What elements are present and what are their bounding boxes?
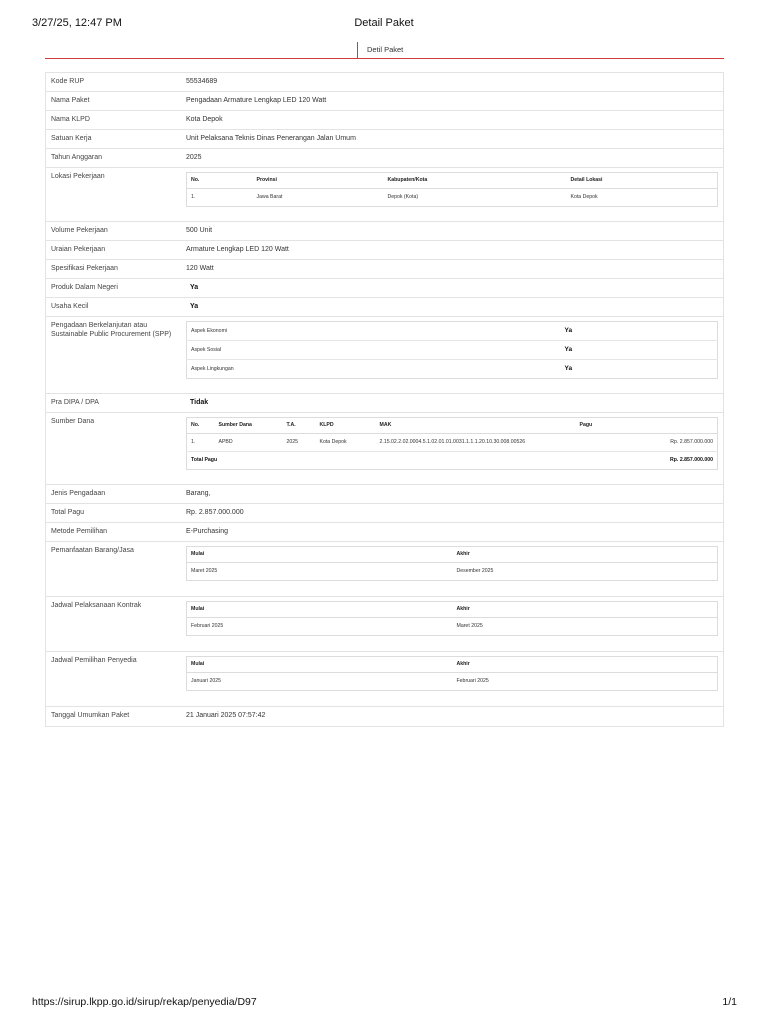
lokasi-provinsi: Jawa Barat [256, 194, 283, 201]
row-nama-klpd [46, 111, 723, 130]
usaha-kecil-value: Ya [190, 303, 199, 310]
row-total-pagu [46, 504, 723, 523]
spesifikasi-label: Spesifikasi Pekerjaan [51, 265, 118, 272]
table-row [187, 618, 718, 636]
spp-label: Pengadaan Berkelanjutan atau Sustainable Public Procurement (SPP) [51, 322, 172, 338]
jadwal-pemilihan-header-row [187, 657, 718, 673]
pemanfaatan-mulai: Maret 2025 [191, 568, 218, 575]
sumber-dana-mak: 2.15.02.2.02.0004.5.1.02.01.01.0031.1.1.1.20.10.30.008.00526 [376, 434, 576, 452]
tab-detil-paket[interactable]: Detil Paket [357, 42, 403, 59]
sumber-dana-col-no: No. [187, 418, 215, 434]
lokasi-col-kabupaten: Kabupaten/Kota [384, 173, 567, 189]
spp-value-cell: Ya [561, 341, 718, 360]
sumber-dana-col-klpd: KLPD [316, 418, 376, 434]
spp-aspek: Aspek Lingkungan [191, 365, 234, 372]
sumber-dana-col-pagu: Pagu [576, 418, 718, 434]
table-row [187, 322, 718, 341]
tahun-anggaran-label: Tahun Anggaran [51, 154, 102, 161]
kode-rup-value: 55534689 [186, 78, 218, 85]
metode-pemilihan-value: E-Purchasing [186, 528, 229, 535]
row-jadwal-kontrak [46, 597, 723, 652]
nama-klpd-value: Kota Depok [186, 116, 223, 123]
sumber-dana-value [181, 413, 723, 484]
jadwal-kontrak-mulai: Februari 2025 [191, 623, 224, 630]
row-nama-paket [46, 92, 723, 111]
sumber-dana-ta: 2025 [283, 434, 316, 452]
sumber-dana-total-label: Total Pagu [191, 457, 218, 464]
pemanfaatan-akhir: Desember 2025 [456, 568, 494, 575]
lokasi-header-row [187, 173, 718, 189]
lokasi-detail: Kota Depok [570, 194, 598, 201]
pemanfaatan-label: Pemanfaatan Barang/Jasa [51, 547, 134, 554]
volume-value: 500 Unit [186, 227, 213, 234]
satuan-kerja-label: Satuan Kerja [51, 135, 92, 142]
table-row [187, 563, 718, 581]
jadwal-pemilihan-col-mulai: Mulai [187, 657, 453, 673]
jadwal-kontrak-table [186, 601, 718, 636]
nama-paket-label: Nama Paket [51, 97, 90, 104]
nama-klpd-label: Nama KLPD [51, 116, 90, 123]
spp-aspek: Aspek Ekonomi [187, 322, 561, 341]
row-jadwal-pemilihan [46, 652, 723, 707]
total-pagu-value: Rp. 2.857.000.000 [186, 509, 244, 516]
pemanfaatan-table [186, 546, 718, 581]
jadwal-pemilihan-akhir: Februari 2025 [456, 678, 489, 685]
sumber-dana-total-value: Rp. 2.857.000.000 [670, 457, 713, 464]
lokasi-col-no: No. [187, 173, 253, 189]
print-title: Detail Paket [354, 17, 414, 29]
jadwal-kontrak-col-mulai: Mulai [187, 602, 453, 618]
jadwal-kontrak-akhir: Maret 2025 [456, 623, 483, 630]
usaha-kecil-label: Usaha Kecil [51, 303, 89, 310]
lokasi-kabupaten: Depok (Kota) [387, 194, 419, 201]
row-usaha-kecil [46, 298, 723, 317]
jenis-pengadaan-value: Barang, [186, 490, 211, 497]
tanggal-umumkan-label: Tanggal Umumkan Paket [51, 712, 130, 719]
sumber-dana-pagu: Rp. 2.857.000.000 [576, 434, 718, 452]
row-jenis-pengadaan [46, 485, 723, 504]
row-produk-dalam-negeri [46, 279, 723, 298]
jadwal-kontrak-label: Jadwal Pelaksanaan Kontrak [51, 602, 142, 609]
sumber-dana-col-ta: T.A. [283, 418, 316, 434]
sumber-dana-klpd: Kota Depok [316, 434, 376, 452]
pra-dipa-value: Tidak [190, 399, 209, 406]
total-pagu-label: Total Pagu [51, 509, 85, 516]
pemanfaatan-col-akhir: Akhir [453, 547, 718, 563]
spesifikasi-value: 120 Watt [186, 265, 214, 272]
table-row [187, 189, 718, 207]
spp-table [186, 321, 718, 379]
spp-value-cell: Ya [564, 364, 573, 372]
row-pra-dipa [46, 394, 723, 413]
jadwal-kontrak-header-row [187, 602, 718, 618]
sumber-dana-total-row [187, 452, 718, 470]
sumber-dana-label: Sumber Dana [51, 418, 95, 425]
uraian-value: Armature Lengkap LED 120 Watt [186, 246, 289, 253]
spp-aspek: Aspek Sosial [187, 341, 561, 360]
print-url: https://sirup.lkpp.go.id/sirup/rekap/penyedia/D97 [32, 996, 257, 1008]
row-metode-pemilihan [46, 523, 723, 542]
produk-dalam-negeri-label: Produk Dalam Negeri [51, 284, 118, 291]
metode-pemilihan-label: Metode Pemilihan [51, 528, 108, 535]
table-row [187, 341, 718, 360]
row-kode-rup [46, 73, 723, 92]
tahun-anggaran-value: 2025 [186, 154, 202, 161]
kode-rup-label: Kode RUP [51, 78, 85, 85]
spp-value-cell: Ya [561, 322, 718, 341]
satuan-kerja-value: Unit Pelaksana Teknis Dinas Penerangan Jalan Umum [186, 135, 356, 142]
print-date: 3/27/25, 12:47 PM [32, 17, 122, 29]
volume-label: Volume Pekerjaan [51, 227, 108, 234]
row-uraian [46, 241, 723, 260]
jadwal-pemilihan-mulai: Januari 2025 [191, 678, 221, 685]
tanggal-umumkan-value: 21 Januari 2025 07:57:42 [186, 712, 266, 719]
sumber-dana-col-sumber: Sumber Dana [215, 418, 283, 434]
row-sumber-dana [46, 413, 723, 485]
lokasi-pekerjaan-label: Lokasi Pekerjaan [51, 173, 105, 180]
detail-table [45, 72, 724, 727]
spp-value [181, 317, 723, 393]
lokasi-no: 1. [191, 194, 196, 201]
pemanfaatan-header-row [187, 547, 718, 563]
pemanfaatan-value [181, 542, 723, 596]
row-lokasi-pekerjaan [46, 168, 723, 222]
jadwal-kontrak-value [181, 597, 723, 651]
row-volume [46, 222, 723, 241]
sumber-dana-col-mak: MAK [376, 418, 576, 434]
jenis-pengadaan-label: Jenis Pengadaan [51, 490, 106, 497]
table-row [187, 673, 718, 691]
pemanfaatan-col-mulai: Mulai [187, 547, 453, 563]
jadwal-kontrak-col-akhir: Akhir [453, 602, 718, 618]
print-page-number: 1/1 [722, 996, 737, 1008]
jadwal-pemilihan-value [181, 652, 723, 706]
jadwal-pemilihan-table [186, 656, 718, 691]
tab-bar [45, 42, 724, 59]
row-pemanfaatan [46, 542, 723, 597]
pra-dipa-label: Pra DIPA / DPA [51, 399, 99, 406]
sumber-dana-sumber: APBD [215, 434, 283, 452]
lokasi-col-detail: Detail Lokasi [567, 173, 718, 189]
row-spesifikasi [46, 260, 723, 279]
row-tanggal-umumkan [46, 707, 723, 726]
row-satuan-kerja [46, 130, 723, 149]
jadwal-pemilihan-label: Jadwal Pemilihan Penyedia [51, 657, 137, 664]
lokasi-pekerjaan-value [181, 168, 723, 221]
row-tahun-anggaran [46, 149, 723, 168]
uraian-label: Uraian Pekerjaan [51, 246, 106, 253]
lokasi-col-provinsi: Provinsi [253, 173, 384, 189]
jadwal-pemilihan-col-akhir: Akhir [453, 657, 718, 673]
table-row [187, 434, 718, 452]
produk-dalam-negeri-value: Ya [190, 284, 199, 291]
sumber-dana-no: 1. [187, 434, 215, 452]
lokasi-table [186, 172, 718, 207]
row-spp [46, 317, 723, 394]
sumber-dana-table [186, 417, 718, 470]
nama-paket-value: Pengadaan Armature Lengkap LED 120 Watt [186, 97, 327, 104]
sumber-dana-header-row [187, 418, 718, 434]
table-row [187, 360, 718, 379]
